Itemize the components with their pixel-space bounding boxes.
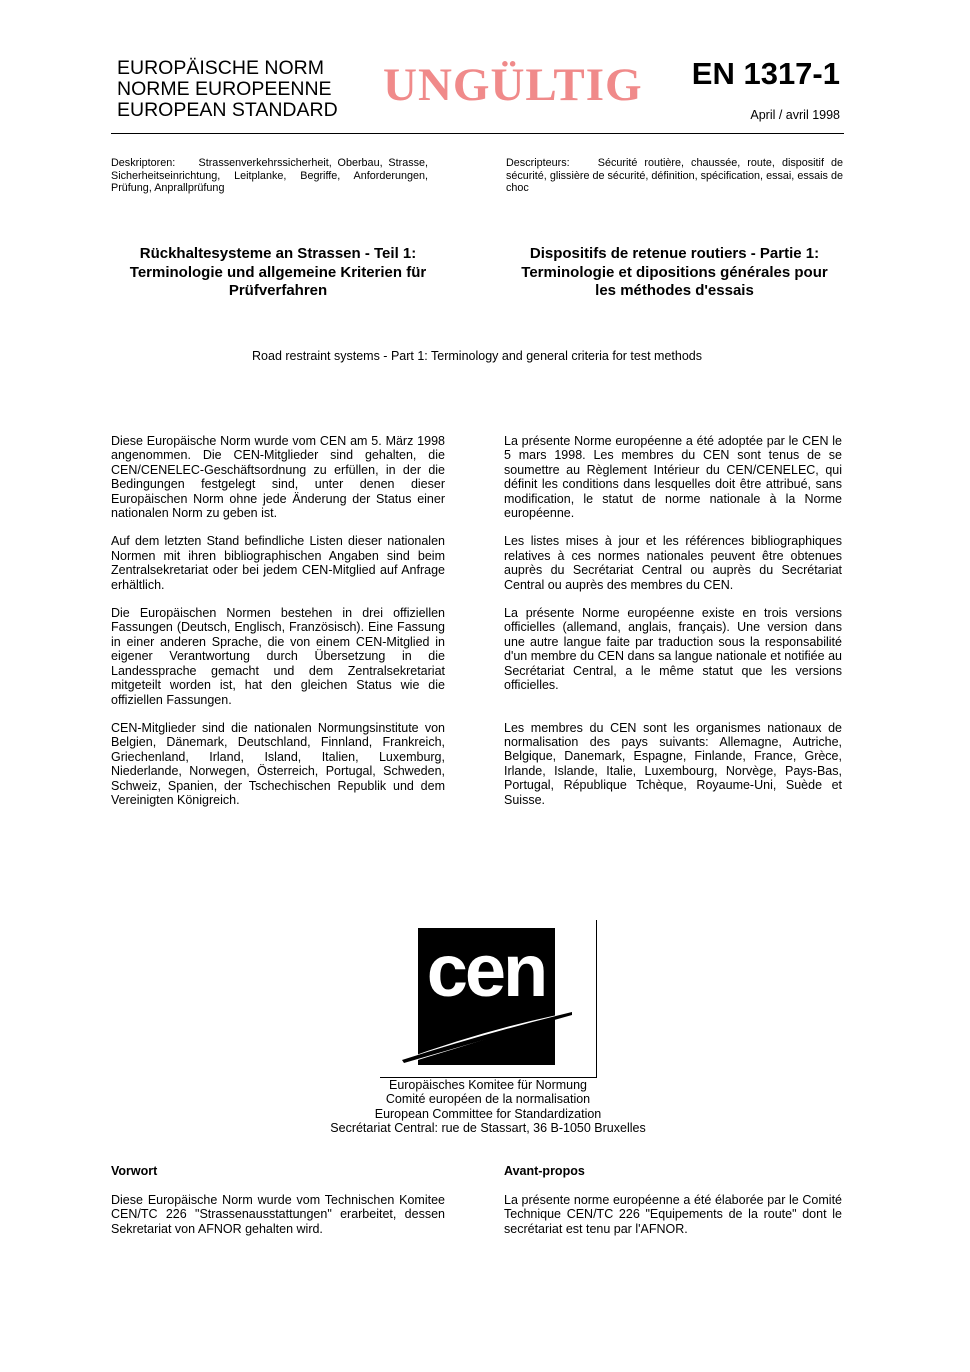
body-paragraph: Die Europäischen Normen bestehen in drei offiziellen Fassungen (Deutsch, Englisch, Französisch). Eine Fassung in einer anderen Sprache, die von einem CEN-Mitglied in eigener Verantwortung durch Übersetzung in die Landessprache gemacht und dem Zentralsekretariat mitgeteilt worden ist, hat den gleichen Status wie die offiziellen Fassungen. <box>111 606 445 707</box>
publication-date: April / avril 1998 <box>750 108 840 122</box>
norm-name-de: EUROPÄISCHE NORM <box>117 57 324 79</box>
body-paragraph: Auf dem letzten Stand befindliche Listen dieser nationalen Normen mit ihren bibliographischen Angaben sind beim Zentralsekretariat oder bei jedem CEN-Mitglied auf Anfrage erhältlich. <box>111 534 445 592</box>
committee-de: Europäisches Komitee für Normung <box>388 1078 587 1092</box>
descriptors-de-label: Deskriptoren: <box>111 157 176 169</box>
title-de <box>111 245 445 301</box>
title-en: Road restraint systems - Part 1: Terminology and general criteria for test methods <box>252 349 702 363</box>
committee-block <box>290 1078 686 1135</box>
title-de-line: Terminologie und allgemeine Kriterien für <box>129 263 427 281</box>
body-paragraph: CEN-Mitglieder sind die nationalen Normungsinstitute von Belgien, Dänemark, Deutschland, Finnland, Frankreich, Griechenland, Irland, Island, Italien, Luxemburg, Niederlande, Norwegen, Österreich, Portugal, Schweden, Schweiz, Spanien, der Tschechischen Republik und dem Vereinigten Königreich. <box>111 720 445 807</box>
title-fr-line: Dispositifs de retenue routiers - Partie 1: <box>529 245 820 262</box>
body-column-fr <box>504 434 842 821</box>
title-fr-line: Terminologie et dipositions générales pour <box>521 263 828 281</box>
foreword-heading-de: Vorwort <box>111 1164 158 1178</box>
body-paragraph: Les membres du CEN sont les organismes nationaux de normalisation des pays suivants: Allemagne, Autriche, Belgique, Danemark, Espagne, Finlande, France, Grèce, Irlande, Islande, Italie, Luxembourg, Norvège, Pays-Bas, Portugal, République Tchèque, Royaume-Uni, Suède et Suisse. <box>504 720 842 807</box>
descriptors-de-text: Strassenverkehrssicherheit, Oberbau, Strasse, Sicherheitseinrichtung, Leitplanke, Begriffe, Anforderungen, Prüfung, Anprallprüfung <box>111 157 428 194</box>
foreword-text-de: Diese Europäische Norm wurde vom Technischen Komitee CEN/TC 226 "Strassenausstattungen" erarbeitet, dessen Sekretariat von AFNOR gehalten wird. <box>111 1193 445 1236</box>
title-de-line: Prüfverfahren <box>228 282 328 299</box>
cen-logo-icon <box>380 920 596 1077</box>
foreword-text-fr: La présente norme européenne a été élaborée par le Comité Technique CEN/TC 226 "Equipements de la route" dont le secrétariat est tenu par l'AFNOR. <box>504 1193 842 1236</box>
norm-name-en: EUROPEAN STANDARD <box>117 99 338 121</box>
body-column-de <box>111 434 445 821</box>
committee-address: Secrétariat Central: rue de Stassart, 36 B-1050 Bruxelles <box>330 1120 646 1135</box>
body-paragraph: Les listes mises à jour et les références bibliographiques relatives à ces normes nationales peuvent être obtenues auprès du Secrétariat Central ou auprès du Secrétariat Central ou auprès des membres du CEN. <box>504 534 842 592</box>
invalid-stamp: UNGÜLTIG <box>383 59 643 111</box>
body-paragraph: Diese Europäische Norm wurde vom CEN am 5. März 1998 angenommen. Die CEN-Mitglieder sind gehalten, die CEN/CENELEC-Geschäftsordnung zu erfüllen, in der die Bedingungen festgelegt sind, unter denen dieser Europäischen Norm ohne jede Änderung der Status einer nationalen Norm zu geben ist. <box>111 434 445 521</box>
committee-fr: Comité européen de la normalisation <box>385 1092 591 1107</box>
cen-logo-text: cen <box>426 929 546 1012</box>
descriptors-fr-text: Sécurité routière, chaussée, route, dispositif de sécurité, glissière de sécurité, définition, spécification, essai, essais de choc <box>506 157 844 194</box>
title-fr <box>506 245 843 301</box>
foreword-heading-fr: Avant-propos <box>504 1164 585 1178</box>
descriptors-fr <box>506 157 843 195</box>
committee-en: European Committee for Standardization <box>374 1106 602 1121</box>
title-de-line: Rückhaltesysteme an Strassen - Teil 1: <box>139 245 417 262</box>
norm-name-fr: NORME EUROPEENNE <box>117 78 332 100</box>
standard-number: EN 1317-1 <box>691 56 840 91</box>
body-paragraph: La présente Norme européenne existe en trois versions officielles (allemand, anglais, français). Une version dans une autre langue faite par traduction sous la responsabilité d'un membre du CEN dans sa langue nationale et notifiée au Secrétariat Central, a le même statut que les versions officielles. <box>504 606 842 693</box>
descriptors-fr-label: Descripteurs: <box>506 157 570 169</box>
header-divider <box>111 133 844 134</box>
logo-frame <box>380 920 597 1078</box>
norm-names <box>117 58 338 121</box>
body-paragraph: La présente Norme européenne a été adoptée par le CEN le 5 mars 1998. Les membres du CEN sont tenus de se soumettre au Règlement Intérieur du CEN/CENELEC, qui définit les conditions dans lesquelles doit être attribué, sans modification, le statut de norme nationale à la Norme européenne. <box>504 434 842 521</box>
descriptors-de <box>111 157 428 195</box>
title-fr-line: les méthodes d'essais <box>595 282 754 299</box>
